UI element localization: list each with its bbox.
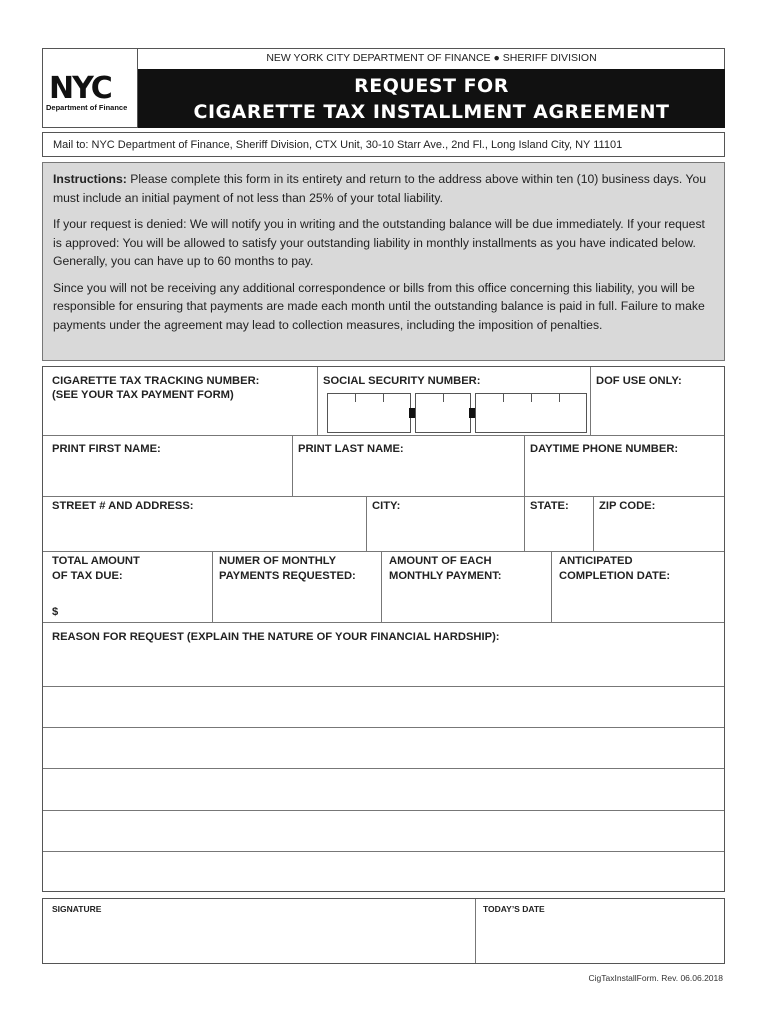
ssn-digit-divider [559, 394, 560, 402]
completion-date-label-2: COMPLETION DATE: [559, 570, 671, 582]
signature-label: SIGNATURE [52, 904, 102, 914]
tracking-number-hint: (SEE YOUR TAX PAYMENT FORM) [52, 389, 234, 401]
nyc-logo: NYC [49, 71, 111, 106]
column-divider [292, 435, 293, 496]
ssn-digit-divider [355, 394, 356, 402]
ssn-area-field[interactable] [327, 393, 411, 433]
ssn-group-field[interactable] [415, 393, 471, 433]
ssn-serial-field[interactable] [475, 393, 587, 433]
column-divider [524, 496, 525, 551]
signature-field[interactable] [43, 917, 474, 963]
logo-department-label: Department of Finance [46, 103, 128, 112]
completion-date-label: ANTICIPATED [559, 555, 633, 567]
phone-label: DAYTIME PHONE NUMBER: [530, 443, 679, 455]
instructions-heading: Instructions: [53, 172, 127, 186]
amount-each-label: AMOUNT OF EACH [389, 555, 492, 567]
row-divider [43, 496, 724, 497]
mail-to-address: Mail to: NYC Department of Finance, Sheriff Division, CTX Unit, 30-10 Starr Ave., 2nd Fl., Long Island City, NY 11101 [42, 132, 725, 157]
monthly-payments-label-2: PAYMENTS REQUESTED: [219, 570, 356, 582]
first-name-label: PRINT FIRST NAME: [52, 443, 161, 455]
last-name-label: PRINT LAST NAME: [298, 443, 404, 455]
column-divider [524, 435, 525, 496]
column-divider [590, 367, 591, 435]
form-title-line1: REQUEST FOR [354, 75, 509, 97]
ssn-digit-divider [383, 394, 384, 402]
agency-line: NEW YORK CITY DEPARTMENT OF FINANCE ● SHERIFF DIVISION [266, 52, 597, 64]
row-divider [43, 622, 724, 623]
column-divider [381, 551, 382, 622]
form-revision: CigTaxInstallForm. Rev. 06.06.2018 [588, 973, 723, 983]
reason-label: REASON FOR REQUEST (EXPLAIN THE NATURE OF YOUR FINANCIAL HARDSHIP): [52, 631, 500, 643]
todays-date-field[interactable] [476, 917, 724, 963]
dollar-sign: $ [52, 606, 59, 618]
column-divider [593, 496, 594, 551]
todays-date-label: TODAY’S DATE [483, 904, 545, 914]
street-address-label: STREET # AND ADDRESS: [52, 500, 194, 512]
instructions-panel [42, 162, 725, 361]
application-form-grid [42, 366, 725, 892]
column-divider [212, 551, 213, 622]
reason-text-area[interactable] [43, 647, 724, 891]
ssn-digit-divider [503, 394, 504, 402]
zip-code-label: ZIP CODE: [599, 500, 656, 512]
column-divider [551, 551, 552, 622]
state-label: STATE: [530, 500, 569, 512]
row-divider [43, 551, 724, 552]
amount-each-label-2: MONTHLY PAYMENT: [389, 570, 502, 582]
instructions-paragraph-3: Since you will not be receiving any additional correspondence or bills from this office concerning this liability, you will be responsible for ensuring that payments are made each month until the outstanding balance is paid in full. Failure to make payments under the agreement may lead to collection measures, including the imposition of penalties. [53, 280, 705, 332]
total-amount-label-2: OF TAX DUE: [52, 570, 123, 582]
tracking-number-label: CIGARETTE TAX TRACKING NUMBER: [52, 375, 260, 387]
column-divider [366, 496, 367, 551]
signature-section [42, 898, 725, 964]
ssn-digit-divider [443, 394, 444, 402]
total-amount-label: TOTAL AMOUNT [52, 555, 140, 567]
ssn-digit-divider [531, 394, 532, 402]
instructions-paragraph-1 [53, 170, 716, 207]
form-title-bar [138, 69, 725, 128]
ssn-label: SOCIAL SECURITY NUMBER: [323, 375, 481, 387]
dof-use-label: DOF USE ONLY: [596, 375, 682, 387]
column-divider [317, 367, 318, 435]
city-label: CITY: [372, 500, 401, 512]
instructions-text-1: Please complete this form in its entirety and return to the address above within ten (10) business days. You must include an initial payment of not less than 25% of your total liability. [53, 172, 707, 205]
instructions-paragraph-2: If your request is denied: We will notify you in writing and the outstanding balance will be due immediately. If your request is approved: You will be allowed to satisfy your outstanding liability in monthly installments as you have indicated below. Generally, you can have up to 60 months to pay. [53, 217, 705, 268]
form-title-line2: CIGARETTE TAX INSTALLMENT AGREEMENT [193, 101, 670, 123]
row-divider [43, 435, 724, 436]
monthly-payments-label: NUMER OF MONTHLY [219, 555, 337, 567]
